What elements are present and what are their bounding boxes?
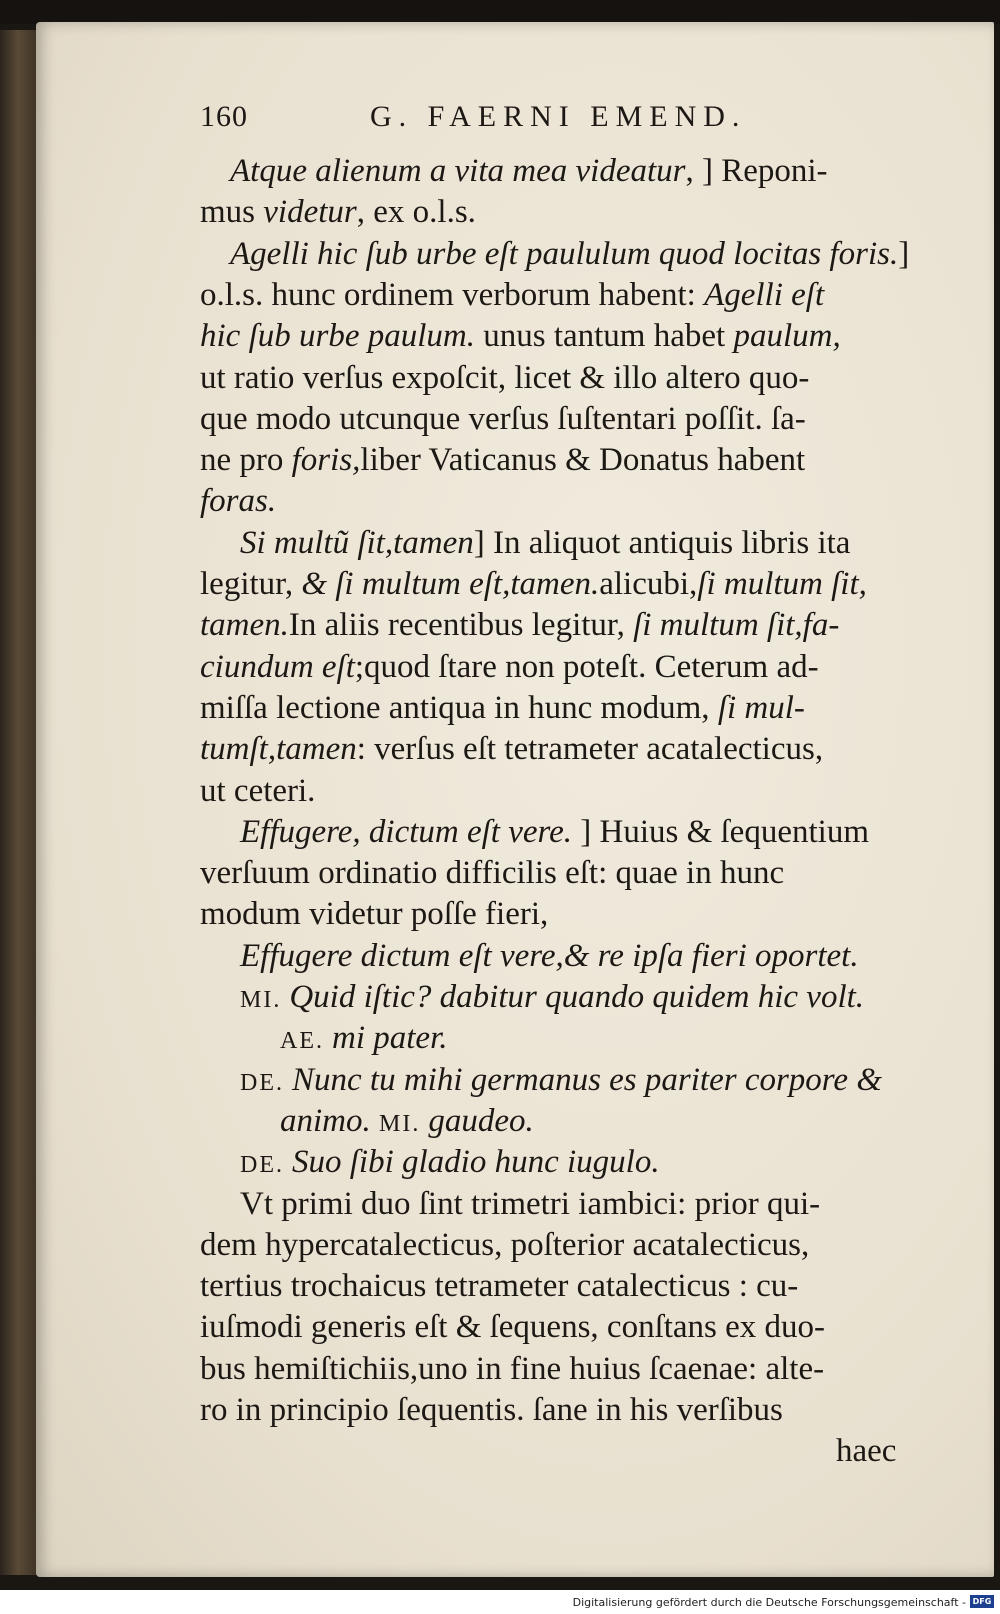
text-line <box>230 150 828 192</box>
text-line <box>200 357 809 399</box>
text-segment: Quid iſtic? dabitur quando quidem hic volt. <box>289 979 865 1015</box>
text-segment: haec <box>836 1433 897 1470</box>
text-segment: hic ſub urbe paulum. <box>200 318 475 355</box>
text-segment: Effugere dictum eſt vere,& re ipſa fieri oportet. <box>240 937 859 974</box>
text-segment: : verſus eſt tetrameter acatalecticus, <box>356 731 824 768</box>
text-segment: unus tantum habet <box>474 318 734 355</box>
text-line <box>200 893 548 935</box>
text-line <box>200 646 819 688</box>
text-segment: foris, <box>291 442 361 479</box>
speaker-label: MI. <box>379 1110 429 1137</box>
text-line <box>240 1141 660 1186</box>
text-segment: ut ratio verſus expoſcit, licet & illo altero quo- <box>200 359 810 396</box>
text-segment: Suo ſibi gladio hunc iugulo. <box>292 1144 660 1181</box>
text-segment: & ſi multum eſt,tamen. <box>301 566 600 602</box>
text-segment: Vt primi duo ſint trimetri iambici: prior qui- <box>240 1185 821 1222</box>
text-segment: liber Vaticanus & Donatus habent <box>360 442 806 479</box>
text-segment: o.l.s. hunc ordinem verborum habent: <box>200 276 705 313</box>
text-line <box>200 439 805 481</box>
text-line <box>200 191 476 233</box>
text-line <box>280 1100 534 1145</box>
text-segment: ſi multum ſit,fa- <box>633 607 840 644</box>
text-segment: alicubi, <box>599 566 698 602</box>
text-segment: ] Huius & ſequentium <box>572 813 869 850</box>
text-segment: ſi mul- <box>717 689 805 726</box>
text-segment: Nunc tu mihi germanus es pariter corpore & <box>292 1061 882 1098</box>
text-segment: iuſmodi generis eſt & ſequens, conſtans ex duo- <box>200 1309 826 1346</box>
text-segment: ciundum eſt <box>200 648 355 685</box>
book-spine-edge <box>0 30 40 1575</box>
text-line <box>200 274 824 316</box>
text-segment: ro in principio ſequentis. ſane in his verſibus <box>200 1392 783 1428</box>
text-segment: miſſa lectione antiqua in hunc modum, <box>200 689 718 726</box>
text-segment: ] <box>898 235 910 272</box>
text-segment: tertius trochaicus tetrameter catalecticus : cu- <box>200 1268 799 1305</box>
text-segment: tumſt,tamen <box>200 731 357 768</box>
text-segment: , ex o.l.s. <box>356 194 476 231</box>
speaker-label: DE. <box>240 1152 292 1179</box>
text-line <box>200 1224 809 1266</box>
text-segment: ne pro <box>200 442 292 479</box>
text-segment: ;quod ſtare non poteſt. Ceterum ad- <box>354 648 819 685</box>
text-segment: dem hypercatalecticus, poſterior acatalecticus, <box>200 1226 810 1263</box>
text-line <box>280 1017 448 1062</box>
text-segment: Atque alienum a vita mea videatur <box>230 153 686 189</box>
text-line <box>240 522 850 564</box>
text-segment: ſi multum ſit, <box>697 566 867 602</box>
dfg-logo: DFG <box>970 1595 994 1608</box>
text-line <box>200 1265 798 1307</box>
text-segment: foras. <box>200 483 277 520</box>
text-line <box>200 1306 825 1348</box>
text-line <box>200 604 839 646</box>
text-segment: que modo utcunque verſus ſuſtentari poſſit. ſa- <box>200 400 806 437</box>
text-line <box>240 935 859 977</box>
text-line <box>200 770 315 812</box>
text-segment: mi pater. <box>332 1020 448 1057</box>
text-line <box>200 852 784 894</box>
text-line <box>200 1348 824 1390</box>
text-line <box>200 315 841 357</box>
page-number: 160 <box>200 100 248 133</box>
text-segment: Agelli eſt <box>704 276 825 313</box>
text-line <box>200 398 806 440</box>
text-segment: In aliis recentibus legitur, <box>288 607 634 644</box>
scan-top-edge <box>0 0 1000 24</box>
text-segment: , ] Reponi- <box>685 153 828 189</box>
text-line <box>836 1430 896 1472</box>
text-line <box>230 233 909 275</box>
text-line <box>200 687 805 729</box>
text-line <box>240 1059 882 1104</box>
text-segment: mus <box>200 194 264 231</box>
text-segment: Si multũ ſit,tamen <box>240 524 474 561</box>
text-line <box>240 1183 820 1225</box>
text-line <box>240 976 864 1021</box>
text-segment: animo. <box>280 1102 379 1139</box>
text-segment: ut ceteri. <box>200 772 316 809</box>
text-segment: verſuum ordinatio difficilis eſt: quae in hunc <box>200 855 785 892</box>
text-line <box>200 480 276 522</box>
text-segment: tamen. <box>200 607 289 644</box>
text-line <box>200 728 823 770</box>
speaker-label: MI. <box>240 987 290 1013</box>
text-line <box>200 563 867 605</box>
running-head: G. FAERNI EMEND. <box>370 100 747 133</box>
text-segment: ] In aliquot antiquis libris ita <box>473 524 851 561</box>
text-segment: videtur <box>263 194 357 231</box>
text-segment: gaudeo. <box>428 1102 534 1139</box>
text-segment: paulum, <box>733 318 841 355</box>
text-segment: Effugere, dictum eſt vere. <box>240 813 573 850</box>
text-line <box>200 1389 783 1431</box>
speaker-label: DE. <box>240 1069 292 1096</box>
footer-credit: Digitalisierung gefördert durch die Deutsche Forschungsgemeinschaft - <box>572 1596 966 1609</box>
text-line <box>240 811 869 853</box>
text-segment: modum videtur poſſe fieri, <box>200 896 549 933</box>
page-header <box>200 100 930 140</box>
speaker-label: AE. <box>280 1028 332 1055</box>
text-segment: bus hemiſtichiis,uno in fine huius ſcaenae: alte- <box>200 1350 825 1387</box>
text-segment: Agelli hic ſub urbe eſt paululum quod locitas foris. <box>230 235 899 272</box>
text-segment: legitur, <box>200 566 302 602</box>
